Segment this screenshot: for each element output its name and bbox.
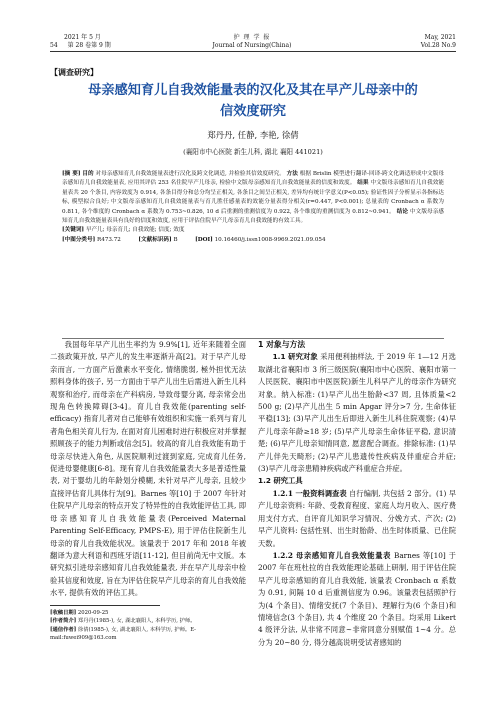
author-info-label: [作者简介] <box>50 618 77 625</box>
result-text: 中文版母亲感知育儿自我效能量表共 20 个条目, 内容效度为 0.914, 各条目得分和总分均呈正相关, 各条目之间呈正相关, 差异均有统计学意义(P<0.05); 验证性因子分析显示各指标达标, 模型拟合良好; 中文版母亲感知育儿自我效能量表与育儿胜任感量表的效能分量表得分相关(r=0.447, P<0.001); 总量表的 Cronbach α 系数为 0.811, 各个维度的 Cronbach α 系数为 0.753~0.826, 10 d 后重测的重测信度为 0.922, 各个维度的重测信度为 0.812~0.941。 <box>62 180 444 215</box>
issue-volume: 第 28 卷第 9 期 <box>67 42 111 49</box>
method-text: 根据 Brislin 模型进行翻译-回译-跨文化调适形成中文版母亲感知育儿自我效能量表, 应用其评估 253 名住院早产儿母亲, 检验中文版母亲感知育儿自我效能量表的信度和效度。 <box>62 171 445 187</box>
docid-value: B <box>173 236 178 243</box>
general-survey-paragraph <box>258 488 456 550</box>
contact-info: 徐倩(1985-), 女, 湖北襄阳人, 本科学历, 护师。E-mail:fuwei909@163.com <box>50 626 196 642</box>
subsection-text-1-1: 采用便利抽样法, 于 2019 年 1—12 月选取湖北省襄阳市 3 所三级医院(襄阳市中心医院、襄阳市第一人民医院、襄阳市中医医院)新生儿科早产儿的母亲作为研究对象。纳入标准: (1)早产儿出生胎龄<37 周, 且体质量<2 500 g; (2)早产儿出生 5 min Apgar 评分>7 分, 生命体征平稳[13]; (3)早产儿出生后即进入新生儿科住院观察; (4)早产儿母亲年龄≥18 岁; (5)早产儿母亲生命体征平稳, 意识清楚; (6)早产儿母亲知情同意, 愿意配合调查。排除标准: (1)早产儿伴先天畸形; (2)早产儿患遗传性疾病及伴重症合并症; (3)早产儿母亲患精神疾病或产科重症合并症。 <box>258 352 456 474</box>
journal-name-cn: 护 理 学 报 <box>233 34 271 41</box>
study-subjects-paragraph <box>258 351 456 475</box>
left-column <box>50 339 246 597</box>
conclusion-label: 结论 <box>396 208 409 215</box>
intro-paragraph: 我国每年早产儿出生率约为 9.9%[1], 近年来随着全面二孩政策开放, 早产儿的发生率逐渐升高[2]。对于早产儿母亲而言, 一方面产后激素水平变化, 情绪脆弱, 極外担忧无法照料身体的孩子, 另一方面由于早产儿出生后需进入新生儿科观察和治疗, 而母亲在产科病房, 导致母婴分离, 母亲常会出现角色转换障碍[3-4]。育儿自我效能(parenting self-efficacy) 指育儿者对自己能够有效组织和实施一系列与育儿者角色相关育儿行为, 在面对育儿困难时进行积极应对并掌握照顾孩子的能力判断或信念[5]。较高的育儿自我效能有助于母亲尽快进入角色, 从医院顺利过渡到家庭, 完成育儿任务, 促进母婴健康[6-8]。现有育儿自我效能量表大多是普适性量表, 对于婴幼儿的年龄划分模糊, 未针对早产儿母亲, 且较少直接评估育儿具体行为[9]。Barnes 等[10] 于 2007 年针对住院早产儿母亲的特点开发了特异性的自我效能评估工具, 即母亲感知育儿自我效能量表(Perceived Maternal Parenting Self-Efficacy, PMPS-E), 用于评估住院新生儿母亲的育儿自我效能状况。该量表于 2017 年和 2018 年被翻译为意大利语和西班牙语[11-12], 但目前尚无中文版。本研究拟引进母亲感知育儿自我效能量表, 并在早产儿母亲中检验其信度和效度, 旨在为评估住院早产儿母亲的育儿自我效能水平, 提供有效的评估工具。 <box>50 340 246 597</box>
title-line-1: 母亲感知育儿自我效能量表的汉化及其在早产儿母亲中的 <box>88 83 418 98</box>
keywords-text: 早产儿; 母亲育儿; 自我效能; 信度; 效度 <box>85 227 185 234</box>
page-number: 54 <box>50 42 58 49</box>
header-center <box>190 34 314 50</box>
title-line-2: 信效度研究 <box>220 104 286 119</box>
header-rule <box>50 51 456 52</box>
subsection-heading-1-2-1: 1.2.1 一般资料调查表 <box>272 488 347 498</box>
abstract-label: [摘 要] <box>62 171 81 177</box>
subsection-text-1-2-2: Barnes 等[10] 于 2007 年在班杜拉的自我效能理论基础上研制, 用于评估住院早产儿母亲感知的育儿自我效能, 该量表 Cronbach α 系数为 0.91, 间隔 10 d 后重测信度为 0.96。该量表包括照护行为(4 个条目)、情绪安抚(7 个条目)、理解行为(6 个条目)和情境信念(3 个条目), 共 4 个维度 20 个条目。均采用 Likert 4 级评分法, 从非常不同意~非常同意分别赋值 1~4 分。总分为 20~80 分, 得分越高说明受试者感知的 <box>258 550 456 647</box>
affiliation: (襄阳市中心医院 新生儿科, 湖北 襄阳 441021) <box>183 148 323 156</box>
right-column <box>258 339 456 685</box>
issue-date-en: May, 2021 <box>424 34 456 41</box>
doi-value: 10.16460/j.issn1008-9969.2021.09.054 <box>214 236 326 243</box>
method-label: 方法 <box>286 171 298 177</box>
keywords-label: [关键词] <box>62 227 85 234</box>
subsection-heading-1-2: 1.2 研究工具 <box>258 476 303 486</box>
abstract-block <box>62 170 444 245</box>
conclusion-text: 中文版母亲感知育儿自我效能量表具有良好的信度和效度, 应用于评估住院早产儿母亲育儿自我效能的有效工具。 <box>62 208 444 225</box>
issue-date: 2021 年 5 月 <box>64 34 101 41</box>
docid-label: [文献标识码] <box>138 236 172 243</box>
subsection-text-1-2-1: 自行编制, 共包括 2 部分。(1) 早产儿母亲资料: 年龄、受教育程度、家庭人均月收入、医疗费用支付方式、自评育儿知识学习情况、分娩方式、产次; (2) 早产儿资料: 包括性别、出生时胎龄、出生时体质量、已住院天数。 <box>258 488 456 548</box>
class-label: [中图分类号] <box>62 236 96 243</box>
issue-volume-en: Vol.28 No.9 <box>420 42 456 49</box>
doi-label: [DOI] <box>195 236 213 243</box>
journal-name-en: Journal of Nursing(China) <box>212 42 292 49</box>
subsection-heading-1-2-2: 1.2.2 母亲感知育儿自我效能量表 <box>272 550 392 560</box>
subsection-heading-1-1: 1.1 研究对象 <box>272 352 318 362</box>
footnote-divider <box>50 605 160 606</box>
section-tag: 【调查研究】 <box>50 68 98 77</box>
contact-label: [通信作者] <box>50 626 77 633</box>
footnote <box>50 609 246 643</box>
article-title <box>50 80 456 122</box>
received-date: 2020-09-25 <box>77 610 109 616</box>
section-heading: 1 对象与方法 <box>258 340 306 349</box>
header-right <box>386 34 456 50</box>
received-label: [收稿日期] <box>50 610 77 616</box>
objective-text: 对母亲感知育儿自我效能量表进行汉化及跨文化调适, 并检验其信效度研究。 <box>95 171 285 177</box>
abstract-text <box>62 170 444 226</box>
classification-line <box>62 236 444 245</box>
header-left <box>50 34 130 50</box>
authors: 郑丹丹, 任静, 李艳, 徐倩 <box>207 130 299 140</box>
class-value: R473.72 <box>97 236 121 243</box>
result-label: 结果 <box>357 180 369 187</box>
scale-paragraph <box>258 550 456 649</box>
objective-label: 目的 <box>82 171 94 177</box>
keywords-line <box>62 226 444 235</box>
author-info: 郑丹丹(1985-), 女, 湖北襄阳人, 本科学历, 护师。 <box>77 618 196 625</box>
